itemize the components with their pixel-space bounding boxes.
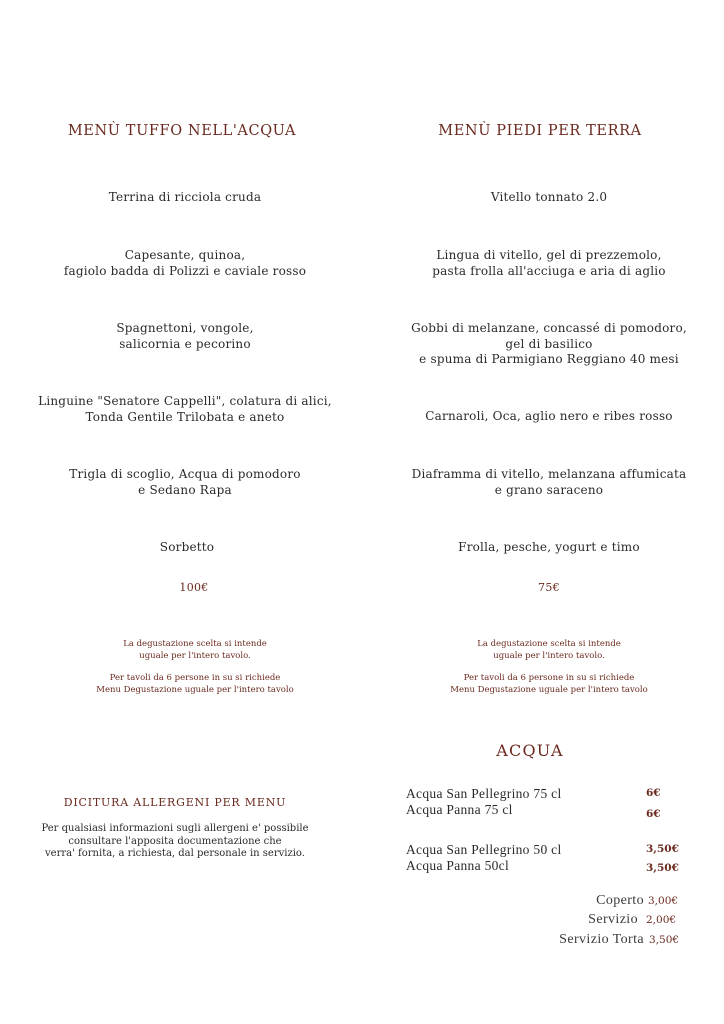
right-note-1: La degustazione scelta si intende uguale per l'intero tavolo.: [477, 639, 621, 661]
water-item-3-name: Acqua San Pellegrino 50 cl: [406, 842, 562, 857]
fee-servizio-label: Servizio: [588, 912, 638, 927]
left-note-1: La degustazione scelta si intende uguale per l'intero tavolo.: [123, 639, 267, 661]
left-note-2: Per tavoli da 6 persone in su si richiede Menu Degustazione uguale per l'intero tavolo: [96, 673, 294, 695]
left-dish-3: Spagnettoni, vongole, salicornia e pecorino: [116, 321, 254, 351]
fee-servizio-price: 2,00€: [646, 914, 677, 926]
right-menu-title: MENÙ PIEDI PER TERRA: [438, 123, 642, 139]
right-dish-1: Vitello tonnato 2.0: [490, 190, 608, 204]
left-dish-2: Capesante, quinoa, fagiolo badda di Polizzi e caviale rosso: [63, 248, 307, 278]
water-title: ACQUA: [496, 741, 564, 760]
fee-servizio-torta-price: 3,50€: [649, 934, 680, 946]
allergens-title: DICITURA ALLERGENI PER MENU: [63, 796, 287, 809]
left-dish-5: Trigla di scoglio, Acqua di pomodoro e Sedano Rapa: [69, 467, 301, 497]
right-menu-price: 75€: [538, 581, 560, 594]
water-item-4-price: 3,50€: [646, 862, 679, 874]
water-item-3-price: 3,50€: [646, 843, 679, 855]
allergens-text: Per qualsiasi informazioni sugli allergeni e' possibile consultare l'apposita documentazione che verra' fornita, a richiesta, dal personale in servizio.: [41, 823, 309, 859]
water-item-2-price: 6€: [646, 808, 661, 820]
right-dish-3: Gobbi di melanzane, concassé di pomodoro, gel di basilico e spuma di Parmigiano Reggiano 40 mesi: [411, 321, 687, 366]
right-dish-2: Lingua di vitello, gel di prezzemolo, pasta frolla all'acciuga e aria di aglio: [432, 248, 666, 278]
right-dish-6: Frolla, pesche, yogurt e timo: [458, 540, 640, 554]
left-dish-4: Linguine "Senatore Cappelli", colatura di alici, Tonda Gentile Trilobata e aneto: [38, 394, 332, 424]
left-dish-1: Terrina di ricciola cruda: [108, 190, 262, 204]
right-dish-4: Carnaroli, Oca, aglio nero e ribes rosso: [425, 409, 673, 423]
left-menu-title: MENÙ TUFFO NELL'ACQUA: [67, 123, 297, 139]
left-menu-price: 100€: [179, 581, 209, 594]
water-item-4-name: Acqua Panna 50cl: [406, 858, 510, 873]
fee-coperto-price: 3,00€: [648, 895, 679, 907]
water-item-2-name: Acqua Panna 75 cl: [406, 802, 513, 817]
fee-servizio-torta-label: Servizio Torta: [559, 932, 644, 947]
water-item-1-price: 6€: [646, 787, 661, 799]
right-dish-5: Diaframma di vitello, melanzana affumicata e grano saraceno: [411, 467, 687, 497]
right-note-2: Per tavoli da 6 persone in su si richiede Menu Degustazione uguale per l'intero tavolo: [450, 673, 648, 695]
fee-coperto-label: Coperto: [596, 893, 644, 908]
water-item-1-name: Acqua San Pellegrino 75 cl: [406, 786, 562, 801]
left-dish-6: Sorbetto: [159, 540, 215, 554]
